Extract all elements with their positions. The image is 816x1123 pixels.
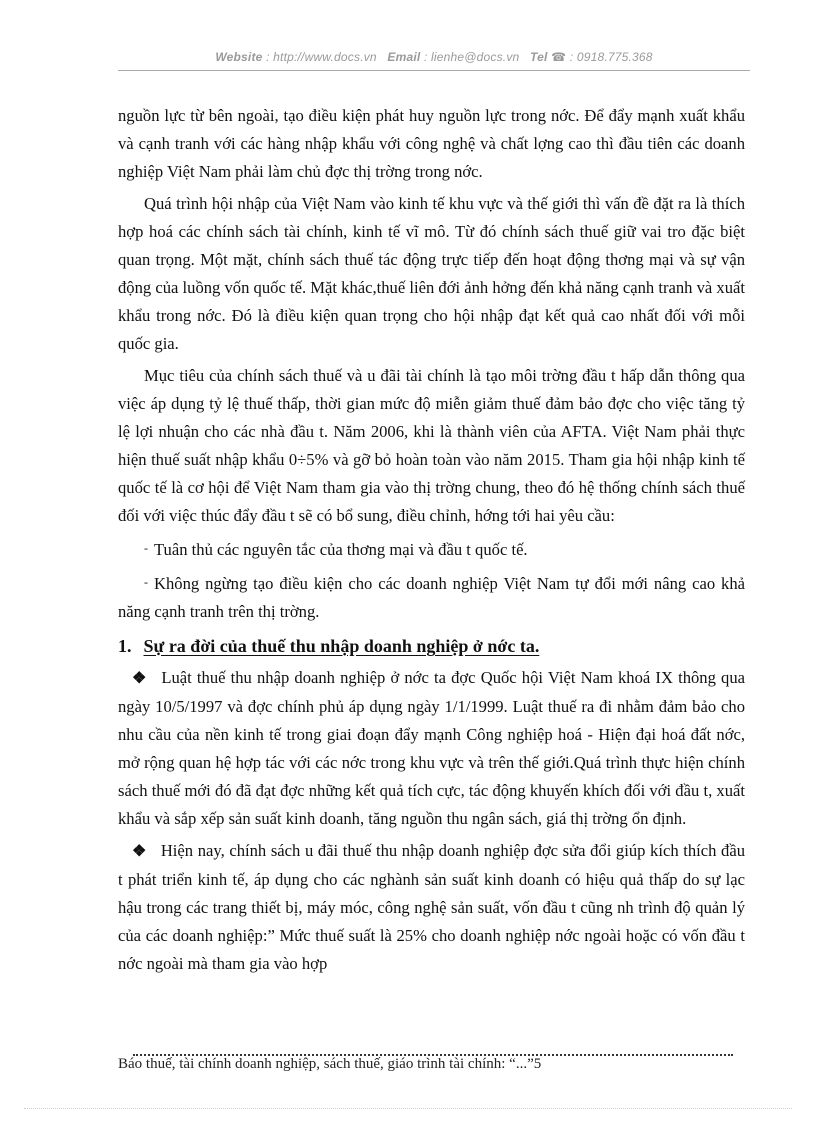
page-header xyxy=(118,50,750,64)
tel-value: : 0918.775.368 xyxy=(569,50,653,64)
bullet-paragraph-1 xyxy=(118,664,745,833)
dash-item-text: Không ngừng tạo điều kiện cho các doanh nghiệp Việt Nam tự đổi mới nâng cao khả năng cạnh tranh trên thị trờng. xyxy=(118,574,745,621)
dash-list-item xyxy=(118,534,745,564)
page-footer: Báo thuế, tài chính doanh nghiệp, sách thuế, giáo trình tài chính: “...”5 xyxy=(118,1056,542,1072)
email-value[interactable]: : lienhe@docs.vn xyxy=(423,50,520,64)
website-value[interactable]: : http://www.docs.vn xyxy=(266,50,377,64)
dash-item-text: Tuân thủ các nguyên tắc của thơng mại và đầu t quốc tế. xyxy=(154,540,528,559)
header-divider xyxy=(118,70,750,71)
section-number: 1. xyxy=(118,636,132,656)
diamond-bullet-icon: ❖ xyxy=(132,670,148,687)
document-body xyxy=(118,102,745,978)
diamond-bullet-icon: ❖ xyxy=(132,843,147,860)
section-heading xyxy=(118,632,745,660)
dash-bullet-icon: - xyxy=(144,575,148,589)
paragraph-1: nguồn lực từ bên ngoài, tạo điều kiện phát huy nguồn lực trong nớc. Để đẩy mạnh xuất khẩu và cạnh tranh với các hàng nhập khẩu với công nghệ và chất lợng cao thì đầu tiên các doanh nghiệp Việt Nam phải làm chủ đợc thị trờng trong nớc. xyxy=(118,106,745,181)
bullet-text: Luật thuế thu nhập doanh nghiệp ở nớc ta đợc Quốc hội Việt Nam khoá IX thông qua ngày 10/5/1997 và đợc chính phủ áp dụng ngày 1/1/1999. Luật thuế ra đi nhằm đảm bảo cho nhu cầu của nền kinh tế trong giai đoạn đẩy mạnh Công nghiệp hoá - Hiện đại hoá đất nớc, mở rộng quan hệ hợp tác với các nớc trong khu vực và trên thế giới.Quá trình thực hiện chính sách thuế mới đó đã đạt đợc những kết quả tích cực, tác động khuyến khích đối với đầu t, xuất khẩu và sắp xếp sản suất kinh doanh, tăng nguồn thu ngân sách, giá thị trờng ổn định. xyxy=(118,668,746,828)
section-title: Sự ra đời của thuế thu nhập doanh nghiệp ở nớc ta. xyxy=(143,636,540,656)
page-edge xyxy=(24,1108,792,1109)
tel-label: Tel xyxy=(530,50,548,64)
paragraph-3: Mục tiêu của chính sách thuế và u đãi tài chính là tạo môi trờng đầu t hấp dẫn thông qua việc áp dụng tỷ lệ thuế thấp, thời gian mức độ miễn giảm thuế đảm bảo đợc cho việc tăng tỷ lệ lợi nhuận cho các nhà đầu t. Năm 2006, khi là thành viên của AFTA. Việt Nam phải thực hiện thuế suất nhập khẩu 0÷5% và gỡ bỏ hoàn toàn vào năm 2015. Tham gia hội nhập kinh tế quốc tế là cơ hội để Việt Nam tham gia vào thị trờng chung, theo đó hệ thống chính sách thuế đối với việc thúc đẩy đầu t sẽ có bổ sung, điều chỉnh, hớng tới hai yêu cầu: xyxy=(118,366,745,525)
dash-list-item xyxy=(118,568,745,626)
bullet-paragraph-2 xyxy=(118,837,745,978)
paragraph-2: Quá trình hội nhập của Việt Nam vào kinh tế khu vực và thế giới thì vấn đề đặt ra là thích hợp hoá các chính sách tài chính, kinh tế vĩ mô. Từ đó chính sách thuế giữ vai tro đặc biệt quan trọng. Một mặt, chính sách thuế tác động trực tiếp đến hoạt động thơng mại và sự vận động của luồng vốn quốc tế. Mặt khác,thuế liên đới ảnh hởng đến khả năng cạnh tranh và xuất khẩu trong nớc. Đó là điều kiện quan trọng cho hội nhập đạt kết quả cao nhất đối với mỗi quốc gia. xyxy=(118,194,745,353)
dash-bullet-icon: - xyxy=(144,541,148,555)
phone-icon: ☎ xyxy=(551,50,567,64)
email-label: Email xyxy=(387,50,421,64)
website-label: Website xyxy=(215,50,263,64)
bullet-text: Hiện nay, chính sách u đãi thuế thu nhập doanh nghiệp đợc sửa đổi giúp kích thích đầu t phát triển kinh tế, áp dụng cho các nghành sản suất kinh doanh có hiệu quả thấp do sự lạc hậu trong các trang thiết bị, máy móc, công nghệ sản suất, vốn đầu t cũng nh trình độ quản lý của các doanh nghiệp:” Mức thuế suất là 25% cho doanh nghiệp nớc ngoài hoặc có vốn đầu t nớc ngoài mà tham gia vào hợp xyxy=(118,841,746,973)
